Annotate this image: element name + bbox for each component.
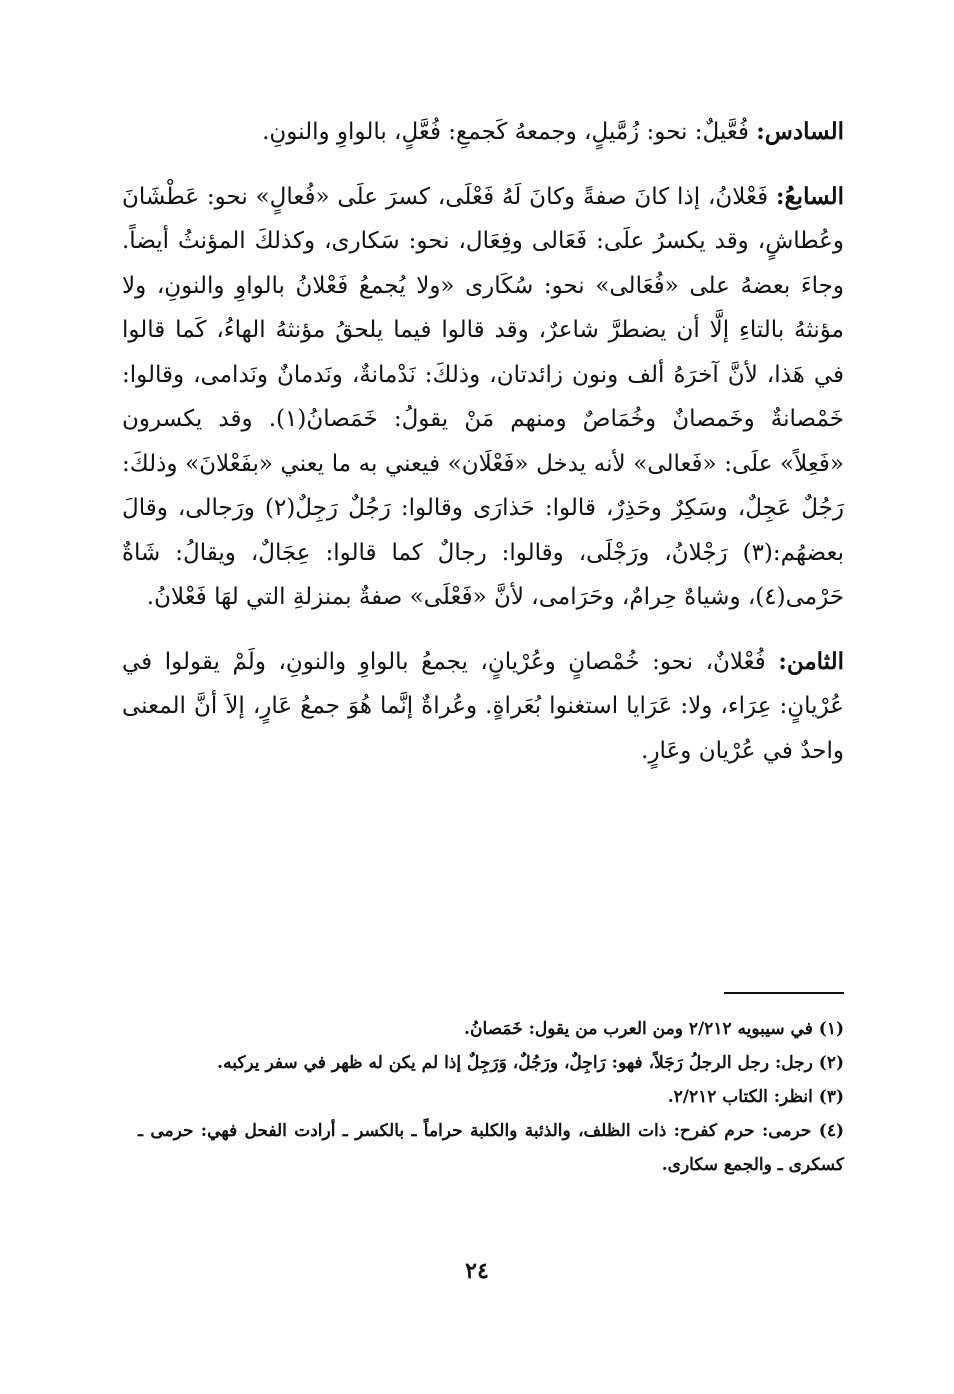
footnote-separator: [724, 992, 844, 994]
paragraph-text: فُعَّيلٌ: نحو: زُمَّيلٍ، وجمعهُ كَجمعِ: فُعَّلٍ، بالواوِ والنونِ.: [262, 119, 749, 145]
footnote-4: (٤) حرمى: حرم كفرح: ذات الظلف، والذئبة والكلبة حراماً ـ بالكسر ـ أرادت الفحل فهي: حرمى ـ كسكرى ـ والجمع سكارى.: [138, 1121, 844, 1175]
page-number: ٢٤: [465, 1258, 489, 1284]
paragraph-seventh: [122, 175, 844, 620]
main-text-body: [122, 110, 844, 793]
paragraph-text: فَعْلانُ، إذا كانَ صفةً وكانَ لَهُ فَعْلَى، كسرَ علَى «فُعالٍ» نحو: عَطْشَانَ وعُطاشٍ، وقد يكسرُ علَى: فَعَالى وفِعَال، نحو: سَكارى، وكذلكَ المؤنثُ أيضاً. وجاءَ بعضهُ على «فُعَالى» نحو: سُكَارى «ولا يُجمعُ فَعْلانُ بالواوِ والنونِ، ولا مؤنثهُ بالتاءِ إلَّا أن يضطرَّ شاعرٌ، وقد قالوا فيما يلحقُ مؤنثهُ الهاءُ، كَما قالوا في هَذا، لأنَّ آخرَهُ ألف ونون زائدتان، وذلكَ: نَدْمانةٌ، ونَدمانٌ ونَدامى، وقالوا: خَمْصانةٌ وخَمصانٌ وخُمَاصٌ ومنهم مَنْ يقولُ: خَمَصانُ(١). وقد يكسرون «فَعِلاً» علَى: «فَعالى» لأنه يدخل «فَعْلَان» فيعني به ما يعني «بفَعْلانَ» وذلكَ: رَجُلٌ عَجِلٌ، وسَكِرٌ وحَذِرٌ، قالوا: حَذارَى وقالوا: رَجُلٌ رَجِلٌ(٢) ورَجالى، وقالَ بعضهُم:(٣) رَجْلانُ، ورَجْلَى، وقالوا: رجالٌ كما قالوا: عِجَالٌ، ويقالُ: شَاةٌ حَرْمى(٤)، وشياهٌ حِرامٌ، وحَرَامى، لأنَّ «فَعْلَى» صفةٌ بمنزلةِ التي لهَا فَعْلانُ.: [122, 183, 845, 610]
footnote-3: (٣) انظر: الكتاب ٢/٢١٢.: [667, 1087, 844, 1107]
paragraph-text: فُعْلانٌ، نحو: خُمْصانٍ وعُرْيانٍ، يجمعُ بالواوِ والنونِ، ولَمْ يقولوا في عُرْيانٍ: عِرَاء، ولا: عَرَايا استغنوا بُعَراةٍ. وعُراةٌ إنَّما هُوَ جمعُ عَارٍ، إلاَ أنَّ المعنى واحدٌ في عُرْيان وعَارٍ.: [122, 648, 844, 764]
paragraph-sixth: [122, 110, 844, 155]
paragraph-heading: الثامن:: [778, 647, 845, 675]
paragraph-heading: السادس:: [756, 118, 844, 145]
footnote-2: (٢) رجل: رجل الرجلُ رَجَلاً، فهو: رَاجِلٌ، ورَجُلٌ، وَرَجِلٌ إذا لم يكن له ظهر في سفر يركبه.: [217, 1053, 844, 1073]
footnotes: [138, 1012, 844, 1182]
paragraph-heading: السابعُ:: [775, 182, 845, 210]
footnote-1: (١) في سيبويه ٢/٢١٢ ومن العرب من يقول: خَمَصانُ.: [464, 1019, 844, 1039]
paragraph-eighth: [122, 640, 844, 774]
